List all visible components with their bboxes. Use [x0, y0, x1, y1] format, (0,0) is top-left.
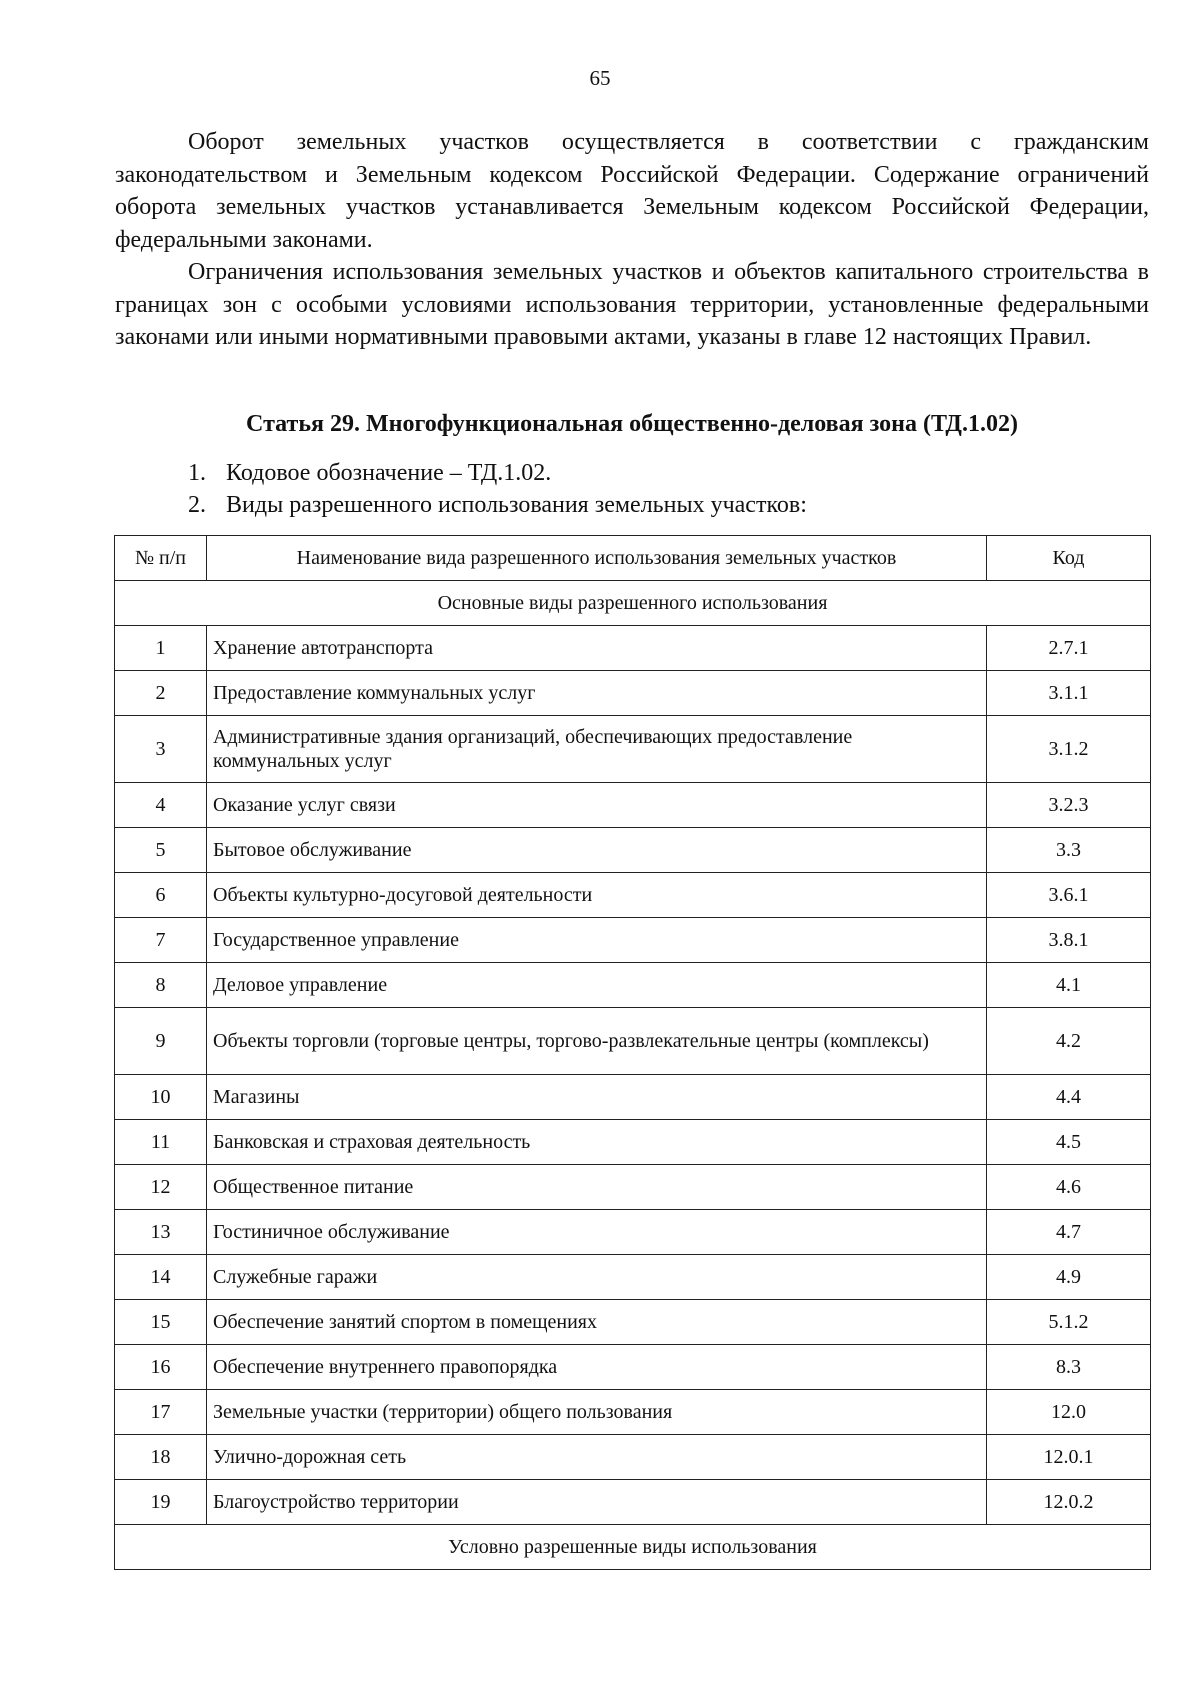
- row-code: 3.2.3: [987, 783, 1151, 828]
- row-name: Обеспечение занятий спортом в помещениях: [207, 1300, 987, 1345]
- table-row: [115, 1300, 1151, 1345]
- list-item: [188, 489, 807, 521]
- table-row: [115, 783, 1151, 828]
- table-row: [115, 918, 1151, 963]
- column-header-name: Наименование вида разрешенного использования земельных участков: [207, 536, 987, 581]
- row-name: Общественное питание: [207, 1165, 987, 1210]
- table-row: [115, 1165, 1151, 1210]
- row-number: 3: [115, 716, 207, 783]
- row-name: Благоустройство территории: [207, 1480, 987, 1525]
- row-number: 2: [115, 671, 207, 716]
- list-item-number: 1.: [188, 460, 206, 486]
- list-item: [188, 457, 807, 489]
- table-row: [115, 1008, 1151, 1075]
- table-row: [115, 873, 1151, 918]
- row-name: Деловое управление: [207, 963, 987, 1008]
- row-name: Служебные гаражи: [207, 1255, 987, 1300]
- row-code: 12.0.2: [987, 1480, 1151, 1525]
- body-text: [115, 126, 1149, 354]
- table-section-row: [115, 581, 1151, 626]
- row-name: Оказание услуг связи: [207, 783, 987, 828]
- numbered-list: [188, 457, 807, 521]
- table-row: [115, 1435, 1151, 1480]
- table-row: [115, 1480, 1151, 1525]
- row-name: Банковская и страховая деятельность: [207, 1120, 987, 1165]
- row-name: Улично-дорожная сеть: [207, 1435, 987, 1480]
- row-code: 5.1.2: [987, 1300, 1151, 1345]
- row-number: 8: [115, 963, 207, 1008]
- row-name: Магазины: [207, 1075, 987, 1120]
- row-code: 3.8.1: [987, 918, 1151, 963]
- row-number: 6: [115, 873, 207, 918]
- table-row: [115, 1345, 1151, 1390]
- row-code: 4.5: [987, 1120, 1151, 1165]
- list-item-text: Виды разрешенного использования земельных участков:: [226, 492, 807, 518]
- row-code: 3.1.1: [987, 671, 1151, 716]
- row-code: 4.6: [987, 1165, 1151, 1210]
- row-number: 5: [115, 828, 207, 873]
- table-header-row: [115, 536, 1151, 581]
- row-name: Хранение автотранспорта: [207, 626, 987, 671]
- table-row: [115, 626, 1151, 671]
- row-name: Предоставление коммунальных услуг: [207, 671, 987, 716]
- row-code: 12.0: [987, 1390, 1151, 1435]
- table-row: [115, 1210, 1151, 1255]
- table-row: [115, 671, 1151, 716]
- row-code: 4.1: [987, 963, 1151, 1008]
- paragraph: Ограничения использования земельных участков и объектов капитального строительства в границах зон с особыми условиями использования территории, установленные федеральными законами или иными нормативными правовыми актами, указаны в главе 12 настоящих Правил.: [115, 259, 1149, 350]
- row-number: 13: [115, 1210, 207, 1255]
- table-row: [115, 716, 1151, 783]
- row-name: Административные здания организаций, обеспечивающих предоставление коммунальных услуг: [207, 716, 987, 783]
- land-use-table: [114, 535, 1151, 1570]
- row-name: Обеспечение внутреннего правопорядка: [207, 1345, 987, 1390]
- row-number: 11: [115, 1120, 207, 1165]
- table-row: [115, 1120, 1151, 1165]
- row-number: 15: [115, 1300, 207, 1345]
- table-row: [115, 828, 1151, 873]
- row-code: 4.4: [987, 1075, 1151, 1120]
- row-number: 4: [115, 783, 207, 828]
- row-number: 10: [115, 1075, 207, 1120]
- table-row: [115, 963, 1151, 1008]
- row-number: 16: [115, 1345, 207, 1390]
- row-code: 4.9: [987, 1255, 1151, 1300]
- row-code: 4.7: [987, 1210, 1151, 1255]
- column-header-number: № п/п: [115, 536, 207, 581]
- row-number: 18: [115, 1435, 207, 1480]
- table-section-row: [115, 1525, 1151, 1570]
- row-number: 7: [115, 918, 207, 963]
- row-number: 14: [115, 1255, 207, 1300]
- row-code: 3.1.2: [987, 716, 1151, 783]
- table-row: [115, 1255, 1151, 1300]
- page-number: 65: [589, 66, 611, 90]
- row-number: 12: [115, 1165, 207, 1210]
- row-name: Объекты торговли (торговые центры, торгово-развлекательные центры (комплексы): [207, 1008, 987, 1075]
- row-name: Государственное управление: [207, 918, 987, 963]
- row-code: 8.3: [987, 1345, 1151, 1390]
- paragraph: Оборот земельных участков осуществляется в соответствии с гражданским законодательством и Земельным кодексом Российской Федерации. Содержание ограничений оборота земельных участков устанавливается Земельным кодексом Российской Федерации, федеральными законами.: [115, 129, 1149, 253]
- column-header-code: Код: [987, 536, 1151, 581]
- row-name: Земельные участки (территории) общего пользования: [207, 1390, 987, 1435]
- section-main-label: Основные виды разрешенного использования: [115, 581, 1151, 626]
- row-code: 2.7.1: [987, 626, 1151, 671]
- row-number: 17: [115, 1390, 207, 1435]
- row-number: 1: [115, 626, 207, 671]
- article-title: Статья 29. Многофункциональная общественно-деловая зона (ТД.1.02): [246, 411, 1018, 437]
- table-row: [115, 1390, 1151, 1435]
- row-code: 12.0.1: [987, 1435, 1151, 1480]
- row-code: 3.6.1: [987, 873, 1151, 918]
- section-conditional-label: Условно разрешенные виды использования: [115, 1525, 1151, 1570]
- row-name: Гостиничное обслуживание: [207, 1210, 987, 1255]
- list-item-text: Кодовое обозначение – ТД.1.02.: [226, 460, 552, 486]
- row-code: 3.3: [987, 828, 1151, 873]
- row-number: 9: [115, 1008, 207, 1075]
- table-row: [115, 1075, 1151, 1120]
- row-name: Бытовое обслуживание: [207, 828, 987, 873]
- row-number: 19: [115, 1480, 207, 1525]
- list-item-number: 2.: [188, 492, 206, 518]
- row-code: 4.2: [987, 1008, 1151, 1075]
- row-name: Объекты культурно-досуговой деятельности: [207, 873, 987, 918]
